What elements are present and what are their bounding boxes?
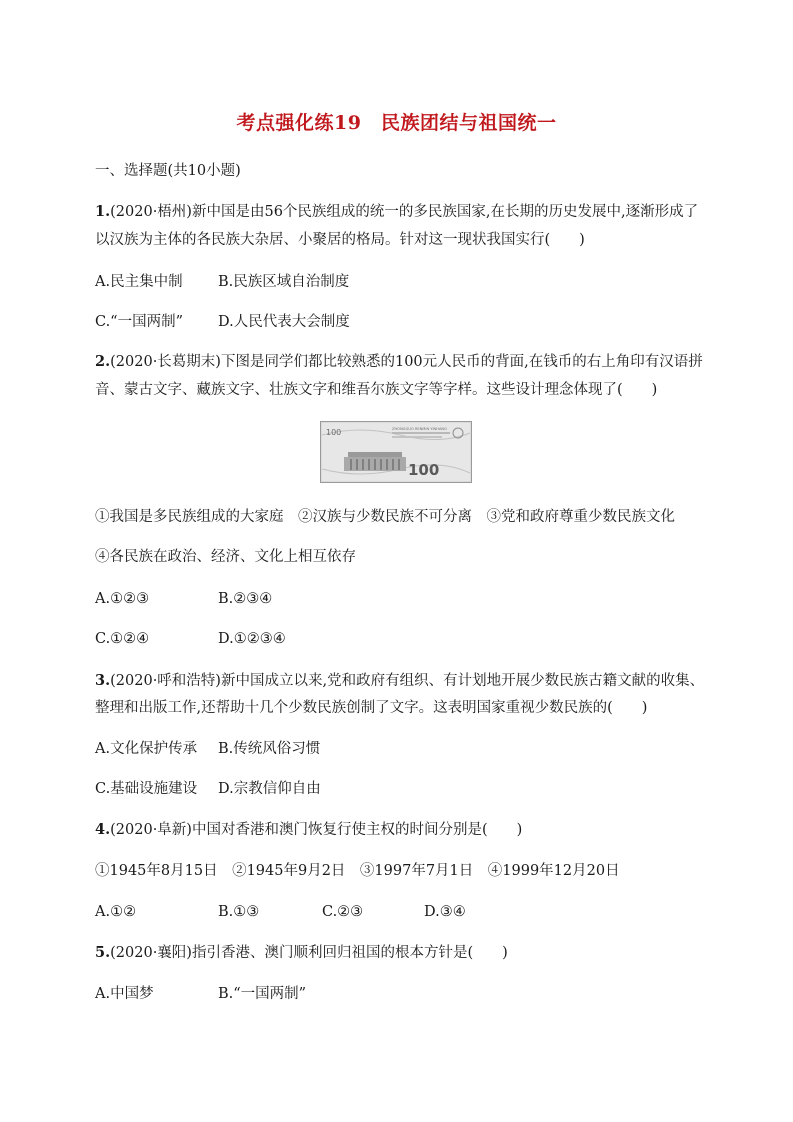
- question-5-number: 5.: [95, 944, 111, 961]
- question-1-text-2: 以汉族为主体的各民族大杂居、小聚居的格局。针对这一现状我国实行( ): [95, 232, 585, 248]
- great-hall-building-illustration: [344, 452, 406, 471]
- question-4-option-a[interactable]: A.①②: [95, 904, 137, 920]
- question-2-line-1: [95, 352, 703, 372]
- question-5-line-1: [95, 943, 508, 963]
- banknote-corner-denomination: 100: [326, 428, 342, 437]
- question-3-text-2: 整理和出版工作,还帮助十几个少数民族创制了文字。这表明国家重视少数民族的( ): [95, 700, 648, 716]
- page-title: 考点强化练19 民族团结与祖国统一: [236, 112, 557, 134]
- question-3-options-row-1: [95, 739, 320, 759]
- question-4-number: 4.: [95, 821, 111, 838]
- question-2-options-row-1: [95, 589, 272, 609]
- question-3-option-c[interactable]: C.基础设施建设: [95, 781, 198, 797]
- question-3-option-b[interactable]: B.传统风俗习惯: [218, 741, 321, 757]
- question-1-option-b[interactable]: B.民族区域自治制度: [218, 274, 350, 290]
- question-3-text-1: (2020·呼和浩特)新中国成立以来,党和政府有组织、有计划地开展少数民族古籍文献的收集、: [110, 673, 705, 689]
- question-3-line-1: [95, 671, 704, 691]
- question-2-text-2: 音、蒙古文字、藏族文字、壮族文字和维吾尔族文字等字样。这些设计理念体现了( ): [95, 382, 658, 398]
- question-1-text-1: (2020·梧州)新中国是由56个民族组成的统一的多民族国家,在长期的历史发展中,逐渐形成了: [110, 204, 699, 220]
- question-4-text-1: (2020·阜新)中国对香港和澳门恢复行使主权的时间分别是( ): [110, 822, 523, 838]
- question-2-option-a[interactable]: A.①②③: [95, 591, 150, 607]
- question-2-option-d[interactable]: D.①②③④: [218, 631, 286, 647]
- question-4-statements: ①1945年8月15日 ②1945年9月2日 ③1997年7月1日 ④1999年12月20日: [95, 863, 620, 879]
- question-1-options-row-2: [95, 312, 350, 332]
- question-2-option-b[interactable]: B.②③④: [218, 591, 273, 607]
- question-3-number: 3.: [95, 672, 111, 689]
- question-4-line-1: [95, 820, 522, 840]
- section-heading: 一、选择题(共10小题): [95, 163, 241, 179]
- question-2-text-1: (2020·长葛期末)下图是同学们都比较熟悉的100元人民币的背面,在钱币的右上角印有汉语拼: [110, 354, 703, 370]
- question-3-option-d[interactable]: D.宗教信仰自由: [218, 781, 321, 797]
- question-3-options-row-2: [95, 779, 321, 799]
- question-2-statements-1: ①我国是多民族组成的大家庭 ②汉族与少数民族不可分离 ③党和政府尊重少数民族文化: [95, 509, 675, 525]
- question-2-statements-2: ④各民族在政治、经济、文化上相互依存: [95, 549, 356, 565]
- question-1-line-1: [95, 202, 698, 222]
- question-4-option-d[interactable]: D.③④: [424, 904, 466, 920]
- question-2-number: 2.: [95, 353, 111, 370]
- question-1-option-a[interactable]: A.民主集中制: [95, 274, 183, 290]
- question-5-option-a[interactable]: A.中国梦: [95, 986, 154, 1002]
- question-4-options-row: [95, 902, 466, 922]
- banknote-100-yuan-back-image: [320, 421, 472, 483]
- banknote-large-denomination: 100: [408, 461, 440, 479]
- question-1-option-c[interactable]: C.“一国两制”: [95, 314, 184, 330]
- question-4-option-b[interactable]: B.①③: [218, 904, 260, 920]
- question-1-options-row-1: [95, 272, 349, 292]
- question-5-option-b[interactable]: B.“一国两制”: [218, 986, 307, 1002]
- question-3-option-a[interactable]: A.文化保护传承: [95, 741, 198, 757]
- question-1-option-d[interactable]: D.人民代表大会制度: [218, 314, 350, 330]
- question-2-options-row-2: [95, 629, 286, 649]
- question-5-text-1: (2020·襄阳)指引香港、澳门顺利回归祖国的根本方针是( ): [110, 945, 508, 961]
- question-4-option-c[interactable]: C.②③: [322, 904, 364, 920]
- question-2-option-c[interactable]: C.①②④: [95, 631, 150, 647]
- question-1-number: 1.: [95, 203, 111, 220]
- question-5-options-row: [95, 984, 306, 1004]
- banknote-seal-text: ZHONGGUO RENMIN YINHANG: [392, 427, 447, 431]
